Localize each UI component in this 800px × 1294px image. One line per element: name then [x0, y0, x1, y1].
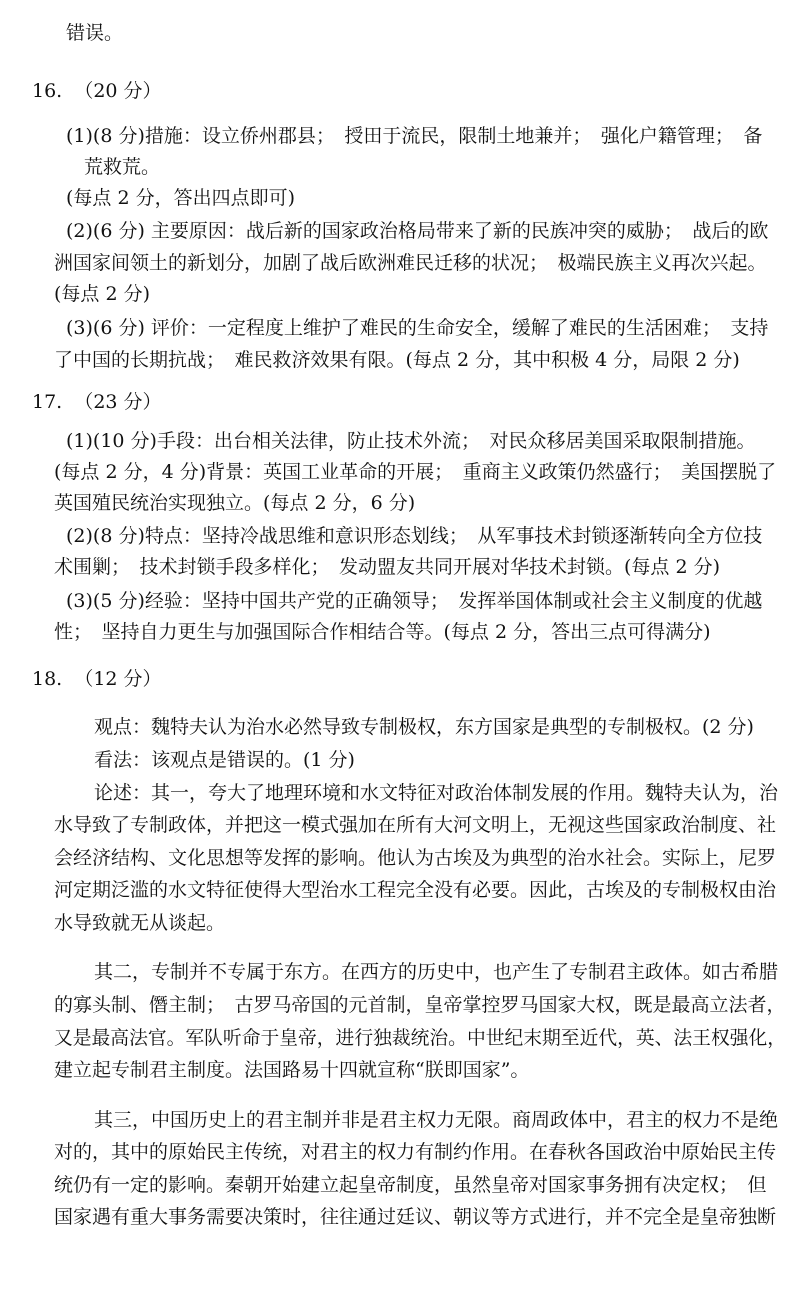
q18-line: 其三，中国历史上的君主制并非是君主权力无限。商周政体中，君主的权力不是绝 [94, 1109, 779, 1131]
q17-header [32, 391, 162, 414]
q16-line: (2)(6 分) 主要原因：战后新的国家政治格局带来了新的民族冲突的威胁； 战后的欧 [66, 220, 769, 242]
q17-line: 术围剿； 技术封锁手段多样化； 发动盟友共同开展对华技术封锁。(每点 2 分) [54, 556, 720, 578]
q16-score: （20 分） [74, 80, 162, 102]
q16-line: (每点 2 分，答出四点即可) [66, 187, 295, 209]
q17-line: (3)(5 分)经验：坚持中国共产党的正确领导； 发挥举国体制或社会主义制度的优越 [66, 590, 763, 612]
q18-score: （12 分） [74, 668, 162, 690]
q17-line: 英国殖民统治实现独立。(每点 2 分，6 分) [54, 492, 416, 514]
q18-line: 水导致了专制政体，并把这一模式强加在所有大河文明上，无视这些国家政治制度、社 [54, 814, 777, 836]
q18-header [32, 668, 162, 691]
q18-line: 水导致就无从谈起。 [54, 912, 226, 934]
q18-number: 18. [32, 668, 63, 690]
q18-line: 建立起专制君主制度。法国路易十四就宣称“朕即国家”。 [54, 1059, 530, 1081]
q18-line: 的寡头制、僭主制； 古罗马帝国的元首制，皇帝掌控罗马国家大权，既是最高立法者， [54, 994, 786, 1016]
q17-number: 17. [32, 391, 63, 413]
q16-line: (3)(6 分) 评价：一定程度上维护了难民的生命安全，缓解了难民的生活困难； 支持 [66, 317, 769, 339]
q16-line: (每点 2 分) [54, 283, 150, 305]
q16-line: (1)(8 分)措施：设立侨州郡县； 授田于流民，限制土地兼并； 强化户籍管理； 备 [66, 125, 763, 147]
q17-line: (2)(8 分)特点：坚持冷战思维和意识形态划线； 从军事技术封锁逐渐转向全方位技 [66, 525, 763, 547]
q18-line: 看法：该观点是错误的。(1 分) [94, 749, 355, 771]
q16-line: 了中国的长期抗战； 难民救济效果有限。(每点 2 分，其中积极 4 分，局限 2 分) [54, 349, 740, 371]
q16-number: 16. [32, 80, 63, 102]
q18-line: 又是最高法官。军队听命于皇帝，进行独裁统治。中世纪末期至近代，英、法王权强化， [54, 1027, 787, 1049]
q18-line: 对的，其中的原始民主传统，对君主的权力有制约作用。在春秋各国政治中原始民主传 [54, 1141, 777, 1163]
q16-line: 洲国家间领土的新划分，加剧了战后欧洲难民迁移的状况； 极端民族主义再次兴起。 [54, 252, 767, 274]
q17-line: 性； 坚持自力更生与加强国际合作相结合等。(每点 2 分，答出三点可得满分) [54, 621, 711, 643]
q18-line: 观点：魏特夫认为治水必然导致专制极权，东方国家是典型的专制极权。(2 分) [94, 716, 754, 738]
q18-line: 论述：其一，夸大了地理环境和水文特征对政治体制发展的作用。魏特夫认为，治 [94, 782, 779, 804]
continuation-text: 错误。 [66, 22, 124, 44]
q16-line: 荒救荒。 [84, 156, 161, 178]
q18-line: 其二，专制并不专属于东方。在西方的历史中，也产生了专制君主政体。如古希腊 [94, 961, 779, 983]
q17-score: （23 分） [74, 391, 162, 413]
q18-line: 河定期泛滥的水文特征使得大型治水工程完全没有必要。因此，古埃及的专制极权由治 [54, 879, 777, 901]
q18-line: 会经济结构、文化思想等发挥的影响。他认为古埃及为典型的治水社会。实际上，尼罗 [54, 847, 777, 869]
q17-line: (每点 2 分，4 分)背景：英国工业革命的开展； 重商主义政策仍然盛行； 美国摆脱了 [54, 461, 777, 483]
q18-line: 国家遇有重大事务需要决策时，往往通过廷议、朝议等方式进行，并不完全是皇帝独断 [54, 1206, 777, 1228]
q16-header [32, 80, 162, 103]
q17-line: (1)(10 分)手段：出台相关法律，防止技术外流； 对民众移居美国采取限制措施。 [66, 430, 756, 452]
q18-line: 统仍有一定的影响。秦朝开始建立起皇帝制度，虽然皇帝对国家事务拥有决定权； 但 [54, 1174, 767, 1196]
